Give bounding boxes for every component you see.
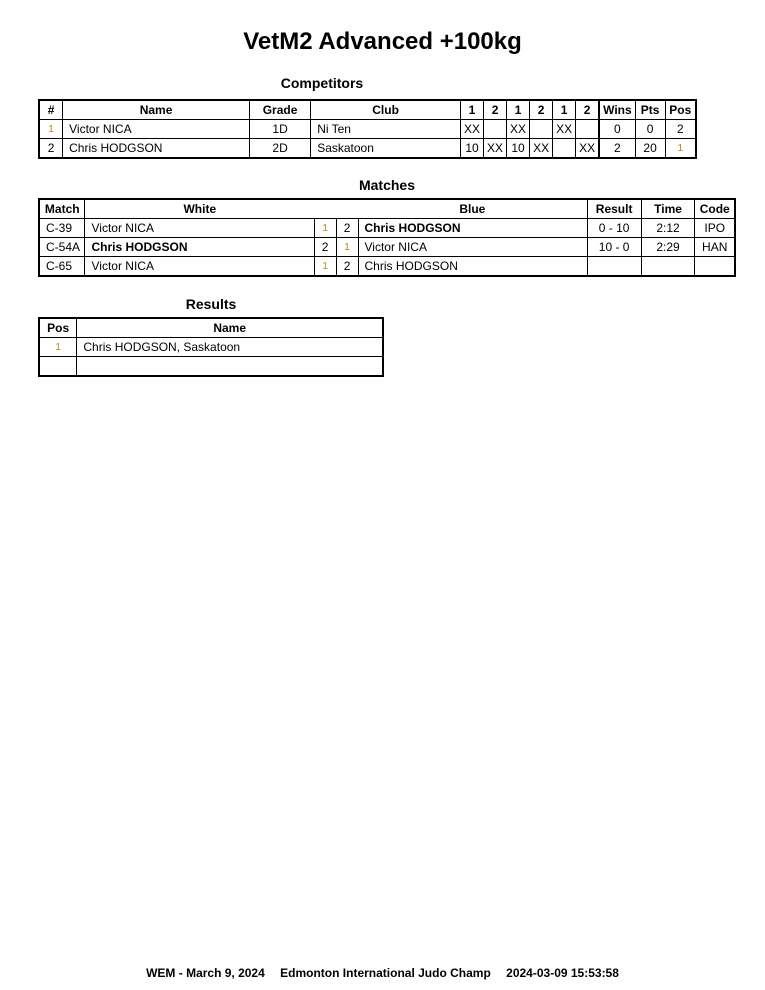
col-header: White xyxy=(85,199,314,219)
col-header: Grade xyxy=(249,100,310,120)
score-cell xyxy=(553,139,576,159)
white-number: 2 xyxy=(314,238,336,257)
table-row xyxy=(39,219,735,238)
col-header: Pos xyxy=(665,100,696,120)
col-header: Match xyxy=(39,199,85,219)
score-cell: XX xyxy=(553,120,576,139)
blue-player: Chris HODGSON xyxy=(358,219,587,238)
score-cell: XX xyxy=(461,120,484,139)
competitor-name: Chris HODGSON xyxy=(63,139,250,159)
score-cell: XX xyxy=(507,120,530,139)
pos-cell: 1 xyxy=(665,139,696,159)
competitor-club: Ni Ten xyxy=(311,120,461,139)
white-player: Chris HODGSON xyxy=(85,238,314,257)
match-result: 0 - 10 xyxy=(587,219,641,238)
wins-cell: 2 xyxy=(599,139,635,159)
match-code: IPO xyxy=(695,219,735,238)
match-time xyxy=(641,257,695,277)
col-header: # xyxy=(39,100,63,120)
score-cell xyxy=(530,120,553,139)
competitors-title: Competitors xyxy=(280,75,364,91)
match-result: 10 - 0 xyxy=(587,238,641,257)
competitor-grade: 2D xyxy=(249,139,310,159)
matches-table xyxy=(38,198,736,277)
blue-player: Chris HODGSON xyxy=(358,257,587,277)
match-id: C-54A xyxy=(39,238,85,257)
table-row xyxy=(39,238,735,257)
col-header: Name xyxy=(77,318,383,338)
blue-player: Victor NICA xyxy=(358,238,587,257)
footer-event: WEM - March 9, 2024 xyxy=(146,966,265,980)
col-header: Pts xyxy=(635,100,665,120)
white-player: Victor NICA xyxy=(85,257,314,277)
footer-tournament: Edmonton International Judo Champ xyxy=(280,966,491,980)
score-cell xyxy=(484,120,507,139)
col-header: 1 xyxy=(461,100,484,120)
col-header: Result xyxy=(587,199,641,219)
score-cell: 10 xyxy=(461,139,484,159)
score-cell: XX xyxy=(484,139,507,159)
matches-title: Matches xyxy=(358,177,416,193)
table-row xyxy=(39,120,696,139)
col-header: Time xyxy=(641,199,695,219)
competitor-number: 1 xyxy=(39,120,63,139)
match-code: HAN xyxy=(695,238,735,257)
competitors-header-row xyxy=(39,100,696,120)
pos-cell: 2 xyxy=(665,120,696,139)
match-code xyxy=(695,257,735,277)
col-header: 2 xyxy=(576,100,600,120)
blue-number: 1 xyxy=(336,238,358,257)
competitors-table xyxy=(38,99,697,159)
col-header: Blue xyxy=(358,199,587,219)
table-row xyxy=(39,338,383,357)
results-header-row xyxy=(39,318,383,338)
result-name xyxy=(77,357,383,377)
matches-header-row xyxy=(39,199,735,219)
table-row xyxy=(39,357,383,377)
col-header: Wins xyxy=(599,100,635,120)
wins-cell: 0 xyxy=(599,120,635,139)
result-pos xyxy=(39,357,77,377)
match-id: C-39 xyxy=(39,219,85,238)
pts-cell: 0 xyxy=(635,120,665,139)
col-header: 1 xyxy=(553,100,576,120)
match-result xyxy=(587,257,641,277)
col-header: 1 xyxy=(507,100,530,120)
score-cell xyxy=(576,120,600,139)
match-time: 2:29 xyxy=(641,238,695,257)
white-number: 1 xyxy=(314,219,336,238)
table-row xyxy=(39,257,735,277)
competitor-number: 2 xyxy=(39,139,63,159)
col-header: 2 xyxy=(530,100,553,120)
competitor-grade: 1D xyxy=(249,120,310,139)
col-header: 2 xyxy=(484,100,507,120)
blue-number: 2 xyxy=(336,219,358,238)
pts-cell: 20 xyxy=(635,139,665,159)
blue-number: 2 xyxy=(336,257,358,277)
col-header: Name xyxy=(63,100,250,120)
col-header: Club xyxy=(311,100,461,120)
white-number: 1 xyxy=(314,257,336,277)
white-player: Victor NICA xyxy=(85,219,314,238)
match-time: 2:12 xyxy=(641,219,695,238)
results-title: Results xyxy=(185,296,237,312)
col-spacer xyxy=(314,199,358,219)
result-name: Chris HODGSON, Saskatoon xyxy=(77,338,383,357)
score-cell: XX xyxy=(576,139,600,159)
result-pos: 1 xyxy=(39,338,77,357)
table-row xyxy=(39,139,696,159)
score-cell: 10 xyxy=(507,139,530,159)
results-table xyxy=(38,317,384,377)
competitor-name: Victor NICA xyxy=(63,120,250,139)
score-cell: XX xyxy=(530,139,553,159)
footer-timestamp: 2024-03-09 15:53:58 xyxy=(506,966,619,980)
match-id: C-65 xyxy=(39,257,85,277)
competitor-club: Saskatoon xyxy=(311,139,461,159)
col-header: Pos xyxy=(39,318,77,338)
page-footer xyxy=(0,966,765,980)
col-header: Code xyxy=(695,199,735,219)
page-title: VetM2 Advanced +100kg xyxy=(243,28,522,55)
